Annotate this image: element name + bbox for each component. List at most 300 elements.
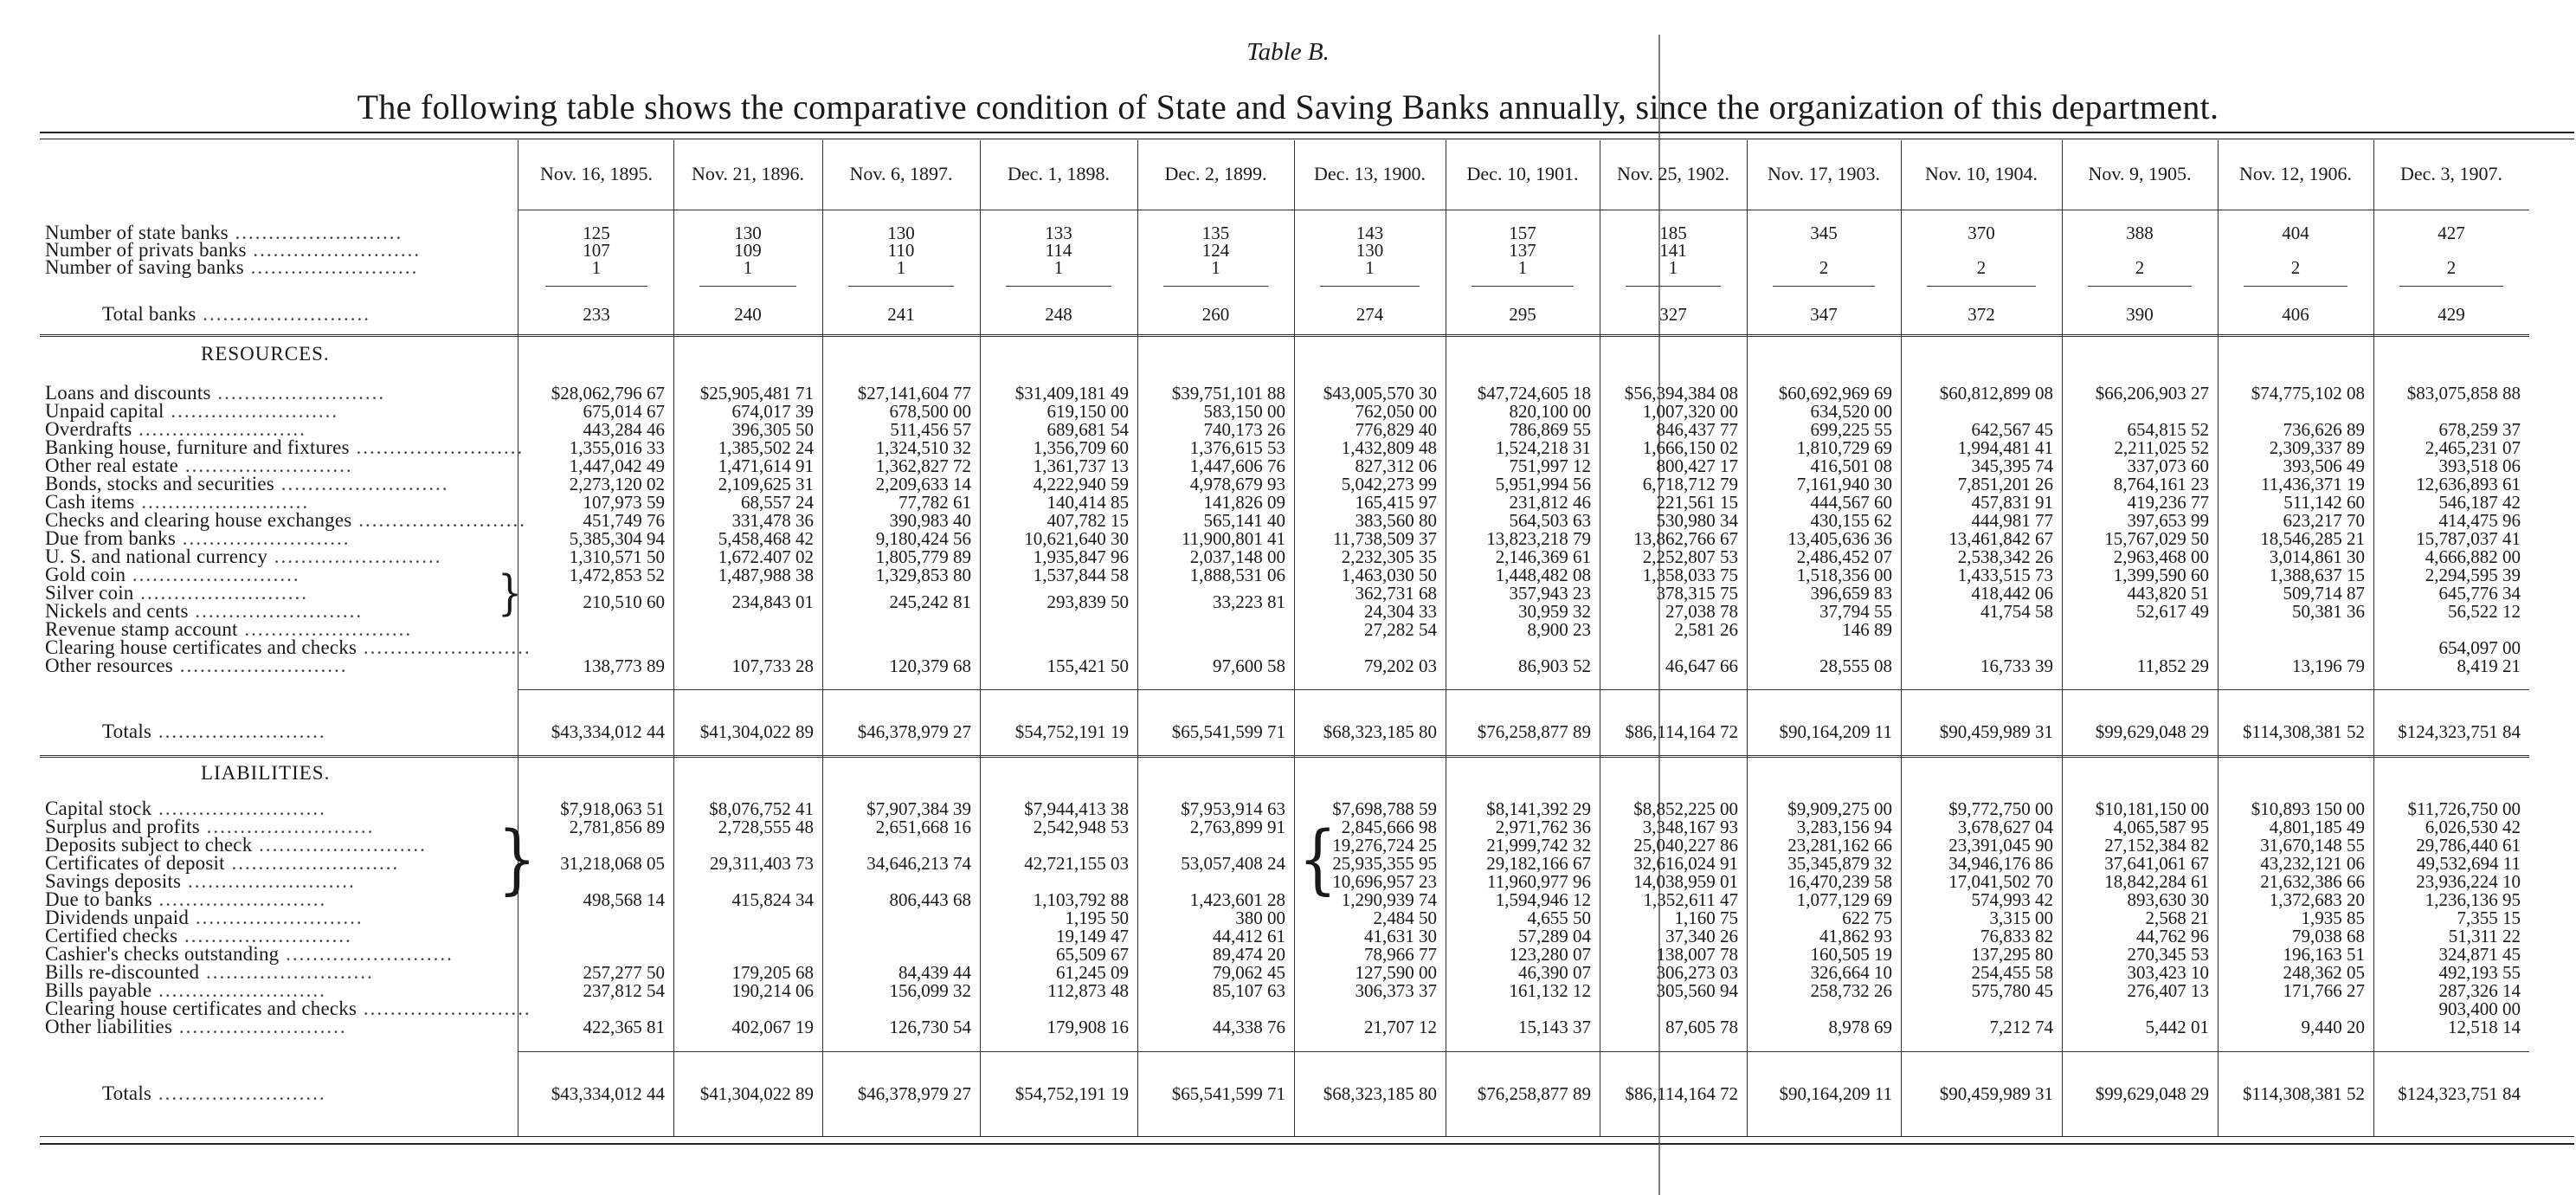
liability-cell: 2,971,762 36 — [1495, 817, 1591, 837]
resources-total-cell: $86,114,164 72 — [1625, 721, 1738, 742]
resource-cell: 623,217 70 — [2283, 510, 2365, 531]
subtotal-rule — [1006, 286, 1111, 287]
liability-cell: 7,355 15 — [2457, 908, 2521, 928]
bottom-rule — [40, 1143, 2574, 1145]
resource-cell: $60,692,969 69 — [1778, 383, 1892, 404]
liability-cell: 6,026,530 42 — [2425, 817, 2521, 837]
resource-cell: $25,905,481 71 — [699, 383, 814, 404]
resource-label: Gold coin ..... — [45, 564, 300, 586]
resource-cell: 1,376,615 53 — [1189, 437, 1285, 458]
resource-label: Checks and clearing house exchanges ..... — [45, 509, 526, 532]
bank-count-cell: 141 — [1659, 240, 1687, 261]
liability-cell: 31,218,068 05 — [560, 853, 665, 874]
resource-cell: $28,062,796 67 — [551, 383, 665, 404]
liability-cell: 43,232,121 06 — [2260, 853, 2365, 874]
resource-cell: 1,385,502 24 — [718, 437, 814, 458]
liability-cell: 61,245 09 — [1056, 962, 1129, 983]
liability-cell: 248,362 05 — [2283, 962, 2365, 983]
bank-count-cell: 185 — [1659, 223, 1687, 243]
liabilities-total-cell: $90,164,209 11 — [1779, 1083, 1892, 1104]
liability-cell: $11,726,750 00 — [2407, 798, 2521, 819]
resource-cell: 4,222,940 59 — [1033, 474, 1129, 494]
liability-cell: 29,311,403 73 — [710, 853, 814, 874]
liabilities-total-cell: $65,541,599 71 — [1171, 1083, 1285, 1104]
liability-cell: 34,646,213 74 — [866, 853, 971, 874]
column-header: Nov. 9, 1905. — [2088, 163, 2192, 184]
liability-cell: $9,909,275 00 — [1787, 798, 1892, 819]
liability-cell: 160,505 19 — [1810, 944, 1892, 965]
subtotal-rule — [848, 286, 954, 287]
liability-cell: 76,833 82 — [1980, 926, 2053, 946]
liability-cell: 123,280 07 — [1509, 944, 1591, 965]
liability-cell: 1,352,611 47 — [1643, 889, 1738, 910]
resource-cell: 419,236 77 — [2127, 492, 2209, 513]
resource-cell: 1,399,590 60 — [2113, 565, 2209, 585]
resource-cell: 564,503 63 — [1509, 510, 1591, 531]
resource-cell: 7,851,201 26 — [1957, 474, 2053, 494]
resource-cell: 846,437 77 — [1656, 419, 1738, 440]
subtotal-rule — [2399, 286, 2503, 287]
resource-cell: 1,007,320 00 — [1642, 401, 1738, 422]
resource-cell: $31,409,181 49 — [1014, 383, 1129, 404]
resource-cell: 46,647 66 — [1665, 656, 1738, 676]
bank-count-cell: 2 — [1819, 257, 1829, 278]
liability-cell: 23,281,162 66 — [1787, 835, 1892, 856]
resource-cell: 11,738,509 37 — [1333, 528, 1437, 549]
liability-cell: 324,871 45 — [2438, 944, 2521, 965]
resource-label: Revenue stamp account ..... — [45, 618, 412, 641]
resource-cell: 5,951,994 56 — [1495, 474, 1591, 494]
resource-cell: 443,284 46 — [583, 419, 665, 440]
total-banks-cell: 390 — [2126, 304, 2154, 325]
resource-cell: 37,794 55 — [1819, 601, 1892, 622]
liability-label: Clearing house certificates and checks ..... — [45, 998, 531, 1020]
column-header: Nov. 16, 1895. — [540, 163, 653, 184]
bank-count-cell: 1 — [1053, 257, 1064, 278]
resource-cell: 1,432,809 48 — [1341, 437, 1437, 458]
resource-cell: 800,427 17 — [1656, 455, 1738, 476]
column-header: Dec. 10, 1901. — [1466, 163, 1579, 184]
resource-cell: 699,225 55 — [1810, 419, 1892, 440]
liability-cell: 19,276,724 25 — [1332, 835, 1437, 856]
liability-cell: 1,372,683 20 — [2269, 889, 2365, 910]
liability-cell: 127,590 00 — [1355, 962, 1437, 983]
liability-cell: 257,277 50 — [583, 962, 665, 983]
resource-label: U. S. and national currency ..... — [45, 546, 442, 568]
liability-cell: 1,236,136 95 — [2425, 889, 2521, 910]
resource-cell: 444,567 60 — [1810, 492, 1892, 513]
resource-cell: 396,305 50 — [731, 419, 814, 440]
resource-cell: 5,385,304 94 — [569, 528, 665, 549]
resource-cell: 642,567 45 — [1971, 419, 2053, 440]
liability-cell: 79,038 68 — [2292, 926, 2365, 946]
liability-cell: 29,786,440 61 — [2416, 835, 2521, 856]
bank-count-cell: 1 — [1365, 257, 1375, 278]
liabilities-rule — [518, 1051, 2529, 1052]
liability-cell: 422,365 81 — [583, 1017, 665, 1037]
total-banks-cell: 248 — [1045, 304, 1072, 325]
liability-cell: 2,763,899 91 — [1189, 817, 1285, 837]
resource-cell: 68,557 24 — [741, 492, 814, 513]
resource-cell: 30,959 32 — [1518, 601, 1591, 622]
resource-cell: 11,900,801 41 — [1182, 528, 1285, 549]
bank-count-cell: 130 — [887, 223, 915, 243]
resource-cell: 827,312 06 — [1355, 455, 1437, 476]
resource-cell: 2,109,625 31 — [718, 474, 814, 494]
liability-cell: 89,474 20 — [1213, 944, 1285, 965]
liability-cell: 4,655 50 — [1527, 908, 1591, 928]
resource-label: Bonds, stocks and securities ..... — [45, 473, 448, 495]
total-banks-cell: 295 — [1509, 304, 1536, 325]
resource-cell: 418,442 06 — [1971, 583, 2053, 604]
liability-cell: $8,852,225 00 — [1633, 798, 1738, 819]
liability-cell: 171,766 27 — [2283, 980, 2365, 1001]
resource-cell: 407,782 15 — [1046, 510, 1129, 531]
total-banks-cell: 233 — [583, 304, 610, 325]
liability-cell: 3,283,156 94 — [1796, 817, 1892, 837]
resources-total-cell: $65,541,599 71 — [1171, 721, 1285, 742]
liability-cell: 9,440 20 — [2301, 1017, 2365, 1037]
bank-count-cell: 345 — [1810, 223, 1838, 243]
resource-cell: 1,810,729 69 — [1796, 437, 1892, 458]
bank-count-cell: 1 — [743, 257, 753, 278]
total-banks-cell: 240 — [734, 304, 762, 325]
resource-cell: 140,414 85 — [1046, 492, 1129, 513]
liability-cell: $8,141,392 29 — [1486, 798, 1591, 819]
total-banks-cell: 274 — [1356, 304, 1384, 325]
liability-cell: 18,842,284 61 — [2104, 871, 2209, 892]
bank-count-cell: 2 — [2446, 257, 2457, 278]
resource-cell: $56,394,384 08 — [1624, 383, 1738, 404]
resource-cell: 11,852 29 — [2136, 656, 2209, 676]
liability-cell: 112,873 48 — [1047, 980, 1129, 1001]
resource-cell: 7,161,940 30 — [1796, 474, 1892, 494]
resource-cell: 634,520 00 — [1810, 401, 1892, 422]
total-banks-cell: 372 — [1967, 304, 1995, 325]
liability-cell: 17,041,502 70 — [1948, 871, 2053, 892]
total-banks-cell: 241 — [887, 304, 915, 325]
resource-label: Silver coin ..... — [45, 582, 308, 604]
resource-cell: 678,259 37 — [2438, 419, 2521, 440]
liability-cell: 34,946,176 86 — [1948, 853, 2053, 874]
total-banks-cell: 327 — [1659, 304, 1687, 325]
resource-cell: 13,196 79 — [2292, 656, 2365, 676]
resource-cell: 1,666,150 02 — [1642, 437, 1738, 458]
resource-cell: 331,478 36 — [731, 510, 814, 531]
resource-cell: 786,869 55 — [1509, 419, 1591, 440]
bank-count-label: Number of privats banks ..... — [45, 239, 421, 262]
bank-count-cell: 114 — [1045, 240, 1072, 261]
bank-count-cell: 1 — [896, 257, 906, 278]
bank-count-cell: 143 — [1356, 223, 1384, 243]
resource-cell: 8,419 21 — [2457, 656, 2521, 676]
resource-cell: 6,718,712 79 — [1642, 474, 1738, 494]
resource-cell: 1,447,606 76 — [1189, 455, 1285, 476]
resources-totals-label: Totals ..... — [102, 720, 326, 743]
resource-cell: 337,073 60 — [2127, 455, 2209, 476]
column-header: Dec. 1, 1898. — [1008, 163, 1110, 184]
resource-cell: 56,522 12 — [2448, 601, 2521, 622]
resources-total-cell: $114,308,381 52 — [2243, 721, 2365, 742]
resource-label: Cash items ..... — [45, 491, 309, 514]
resource-cell: 1,672.407 02 — [718, 546, 814, 567]
resource-cell: 1,805,779 89 — [875, 546, 971, 567]
liability-cell: 57,289 04 — [1518, 926, 1591, 946]
resource-label: Unpaid capital ..... — [45, 400, 338, 423]
resources-total-cell: $68,323,185 80 — [1323, 721, 1437, 742]
resource-cell: 221,561 15 — [1656, 492, 1738, 513]
bank-count-cell: 130 — [734, 223, 762, 243]
resource-cell: 28,555 08 — [1819, 656, 1892, 676]
liability-cell: 276,407 13 — [2127, 980, 2209, 1001]
liability-cell: 196,163 51 — [2283, 944, 2365, 965]
resource-cell: 2,037,148 00 — [1189, 546, 1285, 567]
liability-cell: 622 75 — [1842, 908, 1892, 928]
resource-cell: 762,050 00 — [1355, 401, 1437, 422]
liability-cell: 35,345,879 32 — [1787, 853, 1892, 874]
liability-cell: 270,345 53 — [2127, 944, 2209, 965]
resource-cell: 645,776 34 — [2438, 583, 2521, 604]
liabilities-total-cell: $99,629,048 29 — [2095, 1083, 2209, 1104]
liability-cell: 498,568 14 — [583, 889, 665, 910]
resource-cell: 1,448,482 08 — [1495, 565, 1591, 585]
bank-count-cell: 2 — [1976, 257, 1987, 278]
resource-cell: 1,310,571 50 — [569, 546, 665, 567]
resource-cell: 1,356,709 60 — [1033, 437, 1129, 458]
resource-cell: $60,812,899 08 — [1939, 383, 2053, 404]
liability-cell: 2,484 50 — [1373, 908, 1437, 928]
liabilities-total-cell: $76,258,877 89 — [1477, 1083, 1591, 1104]
liability-cell: 23,391,045 90 — [1948, 835, 2053, 856]
resource-cell: 457,831 91 — [1971, 492, 2053, 513]
bank-count-cell: 157 — [1509, 223, 1536, 243]
liability-label: Certified checks ..... — [45, 925, 352, 947]
resource-cell: 1,487,988 38 — [718, 565, 814, 585]
subtotal-rule — [545, 286, 647, 287]
liability-cell: 415,824 34 — [731, 889, 814, 910]
liability-cell: 84,439 44 — [898, 962, 971, 983]
resource-cell: 165,415 97 — [1355, 492, 1437, 513]
resource-cell: 141,826 09 — [1203, 492, 1285, 513]
resource-cell: 509,714 87 — [2283, 583, 2365, 604]
resource-cell: 619,150 00 — [1046, 401, 1129, 422]
section-rule — [40, 755, 2529, 758]
liability-cell: 25,935,355 95 — [1332, 853, 1437, 874]
liability-cell: 1,594,946 12 — [1495, 889, 1591, 910]
section-rule — [40, 334, 2529, 337]
resource-cell: 1,388,637 15 — [2269, 565, 2365, 585]
resources-total-cell: $90,164,209 11 — [1779, 721, 1892, 742]
resource-cell: 1,355,016 33 — [569, 437, 665, 458]
column-header: Nov. 12, 1906. — [2239, 163, 2352, 184]
liability-cell: 903,400 00 — [2438, 998, 2521, 1019]
resource-cell: $83,075,858 88 — [2406, 383, 2521, 404]
resource-cell: 396,659 83 — [1810, 583, 1892, 604]
resource-cell: 451,749 76 — [583, 510, 665, 531]
liability-cell: 46,390 07 — [1518, 962, 1591, 983]
bank-count-cell: 124 — [1201, 240, 1230, 261]
resource-cell: 2,232,305 35 — [1341, 546, 1437, 567]
liability-cell: 10,696,957 23 — [1332, 871, 1437, 892]
resource-cell: 1,994,481 41 — [1957, 437, 2053, 458]
coin-combined-cell: 33,223 81 — [1213, 591, 1285, 612]
liability-cell: 19,149 47 — [1056, 926, 1129, 946]
liability-cell: 2,542,948 53 — [1033, 817, 1129, 837]
resource-cell: $43,005,570 30 — [1323, 383, 1437, 404]
liability-label: Cashier's checks outstanding ..... — [45, 943, 454, 966]
liability-cell: 87,605 78 — [1665, 1017, 1738, 1037]
liability-cell: $7,918,063 51 — [560, 798, 665, 819]
resource-cell: 393,506 49 — [2283, 455, 2365, 476]
silver-nickel-brace: } — [498, 565, 522, 622]
resource-cell: 1,433,515 73 — [1957, 565, 2053, 585]
subtotal-rule — [1320, 286, 1420, 287]
resource-cell: 345,395 74 — [1971, 455, 2053, 476]
resource-cell: 444,981 77 — [1971, 510, 2053, 531]
liability-cell: 2,651,668 16 — [875, 817, 971, 837]
resource-cell: 443,820 51 — [2127, 583, 2209, 604]
resource-cell: 13,823,218 79 — [1486, 528, 1591, 549]
resource-label: Clearing house certificates and checks ..... — [45, 636, 531, 659]
liability-cell: 53,057,408 24 — [1181, 853, 1285, 874]
liability-cell: 12,518 14 — [2448, 1017, 2521, 1037]
resource-cell: 357,943 23 — [1509, 583, 1591, 604]
liabilities-total-cell: $46,378,979 27 — [857, 1083, 971, 1104]
liability-cell: $7,907,384 39 — [866, 798, 971, 819]
coin-combined-cell: 245,242 81 — [889, 591, 971, 612]
liability-label: Due to banks ..... — [45, 888, 326, 911]
liability-cell: 3,348,167 93 — [1642, 817, 1738, 837]
bank-count-cell: 2 — [2135, 257, 2145, 278]
liability-cell: 237,812 54 — [583, 980, 665, 1001]
liabilities-total-cell: $43,334,012 44 — [551, 1083, 665, 1104]
bank-count-cell: 107 — [583, 240, 610, 261]
liability-cell: 161,132 12 — [1509, 980, 1591, 1001]
liability-cell: 303,423 10 — [2127, 962, 2209, 983]
total-banks-cell: 429 — [2438, 304, 2465, 325]
resource-cell: 4,666,882 00 — [2425, 546, 2521, 567]
resource-cell: 1,524,218 31 — [1495, 437, 1591, 458]
bank-count-cell: 404 — [2282, 223, 2309, 243]
bank-count-cell: 137 — [1509, 240, 1536, 261]
liability-cell: 5,442 01 — [2145, 1017, 2209, 1037]
liability-cell: 4,065,587 95 — [2113, 817, 2209, 837]
total-banks-cell: 406 — [2282, 304, 2309, 325]
liability-cell: 44,412 61 — [1213, 926, 1285, 946]
resource-cell: 2,486,452 07 — [1796, 546, 1892, 567]
liability-cell: 402,067 19 — [731, 1017, 814, 1037]
resource-cell: 10,621,640 30 — [1024, 528, 1129, 549]
liability-cell: 7,212 74 — [1989, 1017, 2053, 1037]
subtotal-rule — [1927, 286, 2036, 287]
liability-cell: 2,728,555 48 — [718, 817, 814, 837]
bank-count-cell: 110 — [887, 240, 915, 261]
resource-cell: 2,273,120 02 — [569, 474, 665, 494]
liability-cell: 4,801,185 49 — [2269, 817, 2365, 837]
liabilities-total-cell: $54,752,191 19 — [1014, 1083, 1129, 1104]
bottom-rule-inner — [40, 1136, 2574, 1137]
resource-cell: 52,617 49 — [2136, 601, 2209, 622]
resource-cell: 107,973 59 — [583, 492, 665, 513]
liability-cell: 16,470,239 58 — [1787, 871, 1892, 892]
coin-combined-cell: 293,839 50 — [1046, 591, 1129, 612]
liability-cell: 29,182,166 67 — [1486, 853, 1591, 874]
resource-cell: 397,653 99 — [2127, 510, 2209, 531]
resource-cell: 8,900 23 — [1527, 619, 1591, 640]
liability-cell: 126,730 54 — [889, 1017, 971, 1037]
resource-cell: 16,733 39 — [1980, 656, 2053, 676]
liabilities-total-cell: $90,459,989 31 — [1939, 1083, 2053, 1104]
resource-cell: 1,329,853 80 — [875, 565, 971, 585]
bank-count-cell: 1 — [591, 257, 602, 278]
resource-cell: 2,146,369 61 — [1495, 546, 1591, 567]
liability-cell: 1,103,792 88 — [1033, 889, 1129, 910]
liability-cell: 306,373 37 — [1355, 980, 1437, 1001]
total-banks-cell: 260 — [1201, 304, 1230, 325]
liability-cell: 3,678,627 04 — [1957, 817, 2053, 837]
liability-cell: 31,670,148 55 — [2260, 835, 2365, 856]
resource-cell: 1,362,827 72 — [875, 455, 971, 476]
resource-cell: 751,997 12 — [1509, 455, 1591, 476]
bank-count-cell: 1 — [1517, 257, 1528, 278]
liability-cell: 2,568 21 — [2145, 908, 2209, 928]
liability-cell: 32,616,024 91 — [1633, 853, 1738, 874]
subtotal-rule — [1626, 286, 1721, 287]
liability-cell: 574,993 42 — [1971, 889, 2053, 910]
liability-label: Surplus and profits ..... — [45, 816, 374, 838]
bank-count-cell: 109 — [734, 240, 762, 261]
resource-cell: 546,187 42 — [2438, 492, 2521, 513]
liability-cell: 1,077,129 69 — [1796, 889, 1892, 910]
resource-cell: 2,252,807 53 — [1642, 546, 1738, 567]
resource-cell: 2,465,231 07 — [2425, 437, 2521, 458]
resource-cell: 13,461,842 67 — [1948, 528, 2053, 549]
resource-cell: 511,142 60 — [2283, 492, 2365, 513]
resource-cell: 1,324,510 32 — [875, 437, 971, 458]
resources-total-cell: $46,378,979 27 — [857, 721, 971, 742]
liability-cell: $10,181,150 00 — [2095, 798, 2209, 819]
bank-count-label: Number of state banks ..... — [45, 222, 402, 244]
bank-count-cell: 1 — [1211, 257, 1220, 278]
liability-label: Capital stock ..... — [45, 798, 326, 820]
liability-cell: 326,664 10 — [1810, 962, 1892, 983]
resource-cell: 9,180,424 56 — [875, 528, 971, 549]
resource-cell: 511,456 57 — [890, 419, 971, 440]
bank-count-cell: 125 — [583, 223, 610, 243]
coin-combined-cell: 210,510 60 — [583, 591, 665, 612]
resource-cell: 736,626 89 — [2283, 419, 2365, 440]
resource-cell: 231,812 46 — [1509, 492, 1591, 513]
resources-total-cell: $124,323,751 84 — [2398, 721, 2521, 742]
resource-cell: 1,471,614 91 — [718, 455, 814, 476]
bank-count-cell: 1 — [1668, 257, 1678, 278]
liability-cell: 44,338 76 — [1213, 1017, 1285, 1037]
resource-cell: 820,100 00 — [1509, 401, 1591, 422]
resources-total-cell: $90,459,989 31 — [1939, 721, 2053, 742]
resources-heading: RESOURCES. — [201, 343, 330, 365]
liability-label: Deposits subject to check ..... — [45, 834, 427, 856]
resource-cell: 15,787,037 41 — [2416, 528, 2521, 549]
deposits-brace: } — [498, 814, 537, 904]
resource-cell: 79,202 03 — [1364, 656, 1437, 676]
resources-total-cell: $76,258,877 89 — [1477, 721, 1591, 742]
liability-cell: 3,315 00 — [1989, 908, 2053, 928]
resource-label: Nickels and cents ..... — [45, 600, 363, 623]
liabilities-total-cell: $41,304,022 89 — [699, 1083, 814, 1104]
liability-cell: 51,311 22 — [2448, 926, 2521, 946]
liability-cell: 65,509 67 — [1056, 944, 1129, 965]
liability-cell: 806,443 68 — [889, 889, 971, 910]
